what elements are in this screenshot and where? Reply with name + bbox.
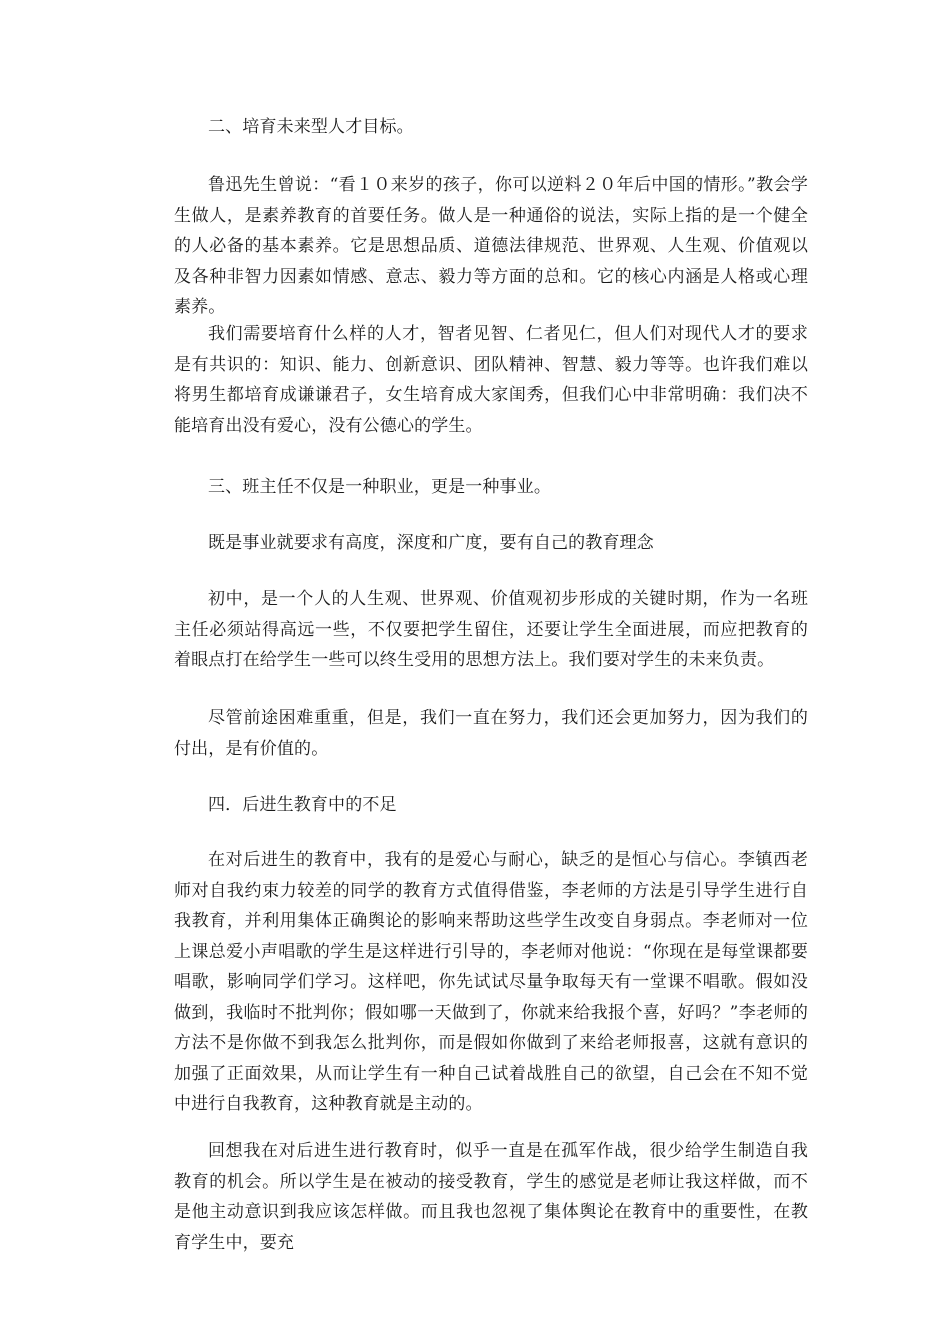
section-heading-2: 二、培育未来型人才目标。 <box>208 117 414 137</box>
paragraph-effort: 尽管前途困难重重，但是，我们一直在努力，我们还会更加努力，因为我们的付出，是有价值的。 <box>174 708 808 759</box>
paragraph-talent-needs: 我们需要培育什么样的人才，智者见智、仁者见仁，但人们对现代人才的要求是有共识的：知识、能力、创新意识、团队精神、智慧、毅力等等。也许我们难以将男生都培育成谦谦君子，女生培育成大家闺秀，但我们心中非常明确：我们决不能培育出没有爱心，没有公德心的学生。 <box>174 324 808 436</box>
section-heading-4: 四．后进生教育中的不足 <box>208 795 397 815</box>
section-heading-3: 三、班主任不仅是一种职业，更是一种事业。 <box>208 477 551 497</box>
paragraph-junior-high: 初中，是一个人的人生观、世界观、价值观初步形成的关键时期，作为一名班主任必须站得高远一些，不仅要把学生留住，还要让学生全面进展，而应把教育的着眼点打在给学生一些可以终生受用的思想方法上。我们要对学生的未来负责。 <box>174 589 808 670</box>
paragraph-career-ideals: 既是事业就要求有高度，深度和广度，要有自己的教育理念 <box>208 533 654 553</box>
paragraph-reflection: 回想我在对后进生进行教育时，似乎一直是在孤军作战，很少给学生制造自我教育的机会。所以学生是在被动的接受教育，学生的感觉是老师让我这样做，而不是他主动意识到我应该怎样做。而且我也忽视了集体舆论在教育中的重要性，在教育学生中，要充 <box>174 1141 808 1253</box>
paragraph-luxun-quote: 鲁迅先生曾说：“看１０来岁的孩子，你可以逆料２０年后中国的情形。”教会学生做人，是素养教育的首要任务。做人是一种通俗的说法，实际上指的是一个健全的人必备的基本素养。它是思想品质、道德法律规范、世界观、人生观、价值观以及各种非智力因素如情感、意志、毅力等方面的总和。它的核心内涵是人格或心理素养。 <box>174 175 808 317</box>
paragraph-li-zhenxi-method: 在对后进生的教育中，我有的是爱心与耐心，缺乏的是恒心与信心。李镇西老师对自我约束力较差的同学的教育方式值得借鉴，李老师的方法是引导学生进行自我教育，并利用集体正确舆论的影响来帮助这些学生改变自身弱点。李老师对一位上课总爱小声唱歌的学生是这样进行引导的，李老师对他说：“你现在是每堂课都要唱歌，影响同学们学习。这样吧，你先试试尽量争取每天有一堂课不唱歌。假如没做到，我临时不批判你；假如哪一天做到了，你就来给我报个喜，好吗？”李老师的方法不是你做不到我怎么批判你，而是假如你做到了来给老师报喜，这就有意识的加强了正面效果，从而让学生有一种自己试着战胜自己的欲望，自己会在不知不觉中进行自我教育，这种教育就是主动的。 <box>174 850 808 1114</box>
